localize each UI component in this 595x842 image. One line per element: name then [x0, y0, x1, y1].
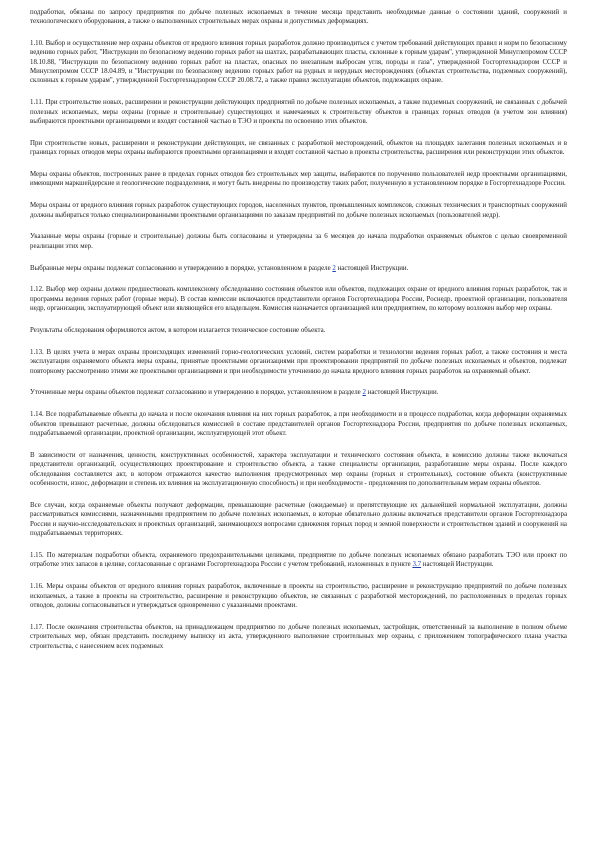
- paragraph-1-13: [30, 348, 567, 376]
- paragraph-existing-objects: [30, 170, 567, 189]
- paragraph-text: 1.17. После окончания строительства объектов, на принадлежащем предприятию по добыче полезных ископаемых, застройщик, ответственный за выполнение в полном объеме строительных мер, обязан представить последнему выписку из акта, утвержденного выполнение строительных мер охраны, с приложением топографического плана участка строительства, с нанесением всех подземных: [30, 623, 567, 650]
- paragraph-text: подработки, обязаны по запросу предприятия по добыче полезных ископаемых в течение месяца представить необходимые данные о состоянии зданий, сооружений и технологического оборудования, а также о выполненных строительных мерах охраны и допустимых деформациях.: [30, 9, 567, 26]
- paragraph-1-11: [30, 98, 567, 126]
- paragraph-text: 1.11. При строительстве новых, расширении и реконструкции действующих предприятий по добыче полезных ископаемых, а также подземных сооружений, не связанных с добычей полезных ископаемых, меры охраны (горные и строительные) существующих и намечаемых к строительству объектов в границах горных отводов (в учетом зон влияния) выбираются проектными организациями и входят составной частью в ТЭО и проекты по освоению этих объектов.: [30, 99, 567, 126]
- paragraph-survey-results: [30, 326, 567, 335]
- paragraph-text: 1.13. В целях учета в мерах охраны происходящих изменений горно-геологических условий, систем разработки и технологии ведения горных работ, а также состояния и места эксплуатации охраняемого объекта меры охраны, принятые проектными организациями при проектировании предприятий по добыче полезных ископаемых и объектов, подлежат повторному рассмотрению этими же проектными организациями и при необходимости уточнению до начала вредного влияния горных разработок на охраняемый объект.: [30, 348, 567, 375]
- clause-3-7-link[interactable]: 3.7: [412, 561, 422, 569]
- paragraph-text: Результаты обследования оформляются актом, в котором излагается техническое состояние объекта.: [30, 327, 326, 335]
- paragraph-new-construction: [30, 139, 567, 158]
- paragraph-refined-measures: [30, 388, 567, 397]
- paragraph-text: 1.15. По материалам подработки объекта, охраняемого предохранительными целиками, предприятие по добыче полезных ископаемых обязано разработать ТЭО или проект по отработке этих запасов в целике, согласованные с органами Госгортехнадзора России с учетом требований, изложенных в пункте: [30, 551, 567, 569]
- paragraph-1-15: [30, 551, 567, 570]
- paragraph-tail: настоящей Инструкции.: [365, 389, 439, 397]
- paragraph-commission-composition: [30, 451, 567, 489]
- paragraph-1-10: [30, 39, 567, 86]
- paragraph-1-14: [30, 410, 567, 438]
- paragraph-1-12: [30, 285, 567, 313]
- paragraph-text: При строительстве новых, расширении и реконструкции действующих, не связанных с разработкой месторождений, объектов на площадях залегания полезных ископаемых и в границах горных отводов меры охраны выбираются проектными организациями и входят составной частью в проекты строительства, расширения или реконструкции этих объектов.: [30, 139, 567, 157]
- paragraph-tail: настоящей Инструкции.: [335, 264, 409, 272]
- paragraph-text: Указанные меры охраны (горные и строительные) должны быть согласованы и утверждены за 6 месяцев до начала подработки охраняемых объектов с целью своевременной реализации этих мер.: [30, 233, 567, 250]
- paragraph-intro: [30, 8, 567, 27]
- paragraph-text: В зависимости от назначения, ценности, конструктивных особенностей, характера эксплуатации и технического состояния объекта, в комиссию должны также включаться представители организаций, осуществляющих проектирование и строительство объекта, а также специалисты организации, разработавшие меры охраны. После каждого обследования составляется акт, в котором отражаются качество выполнения предусмотренных мер охраны (горных и строительных), состояние объекта (конструктивные особенности, износ, деформации и степень их влияния на эксплуатационную способность) и при необходимости - предложения по дополнительным мерам охраны объектов.: [30, 451, 567, 488]
- paragraph-1-17: [30, 623, 567, 651]
- paragraph-cities-protection: [30, 201, 567, 220]
- paragraph-1-16: [30, 582, 567, 610]
- section-2-link[interactable]: 2: [362, 389, 366, 397]
- paragraph-text: Меры охраны от вредного влияния горных разработок существующих городов, населенных пунктов, промышленных комплексов, сложных технических и транспортных сооружений должны выбираться только специализированными проектными организациями по заказам предприятий по добыче полезных ископаемых (пользователей недр).: [30, 202, 567, 219]
- paragraph-text: 1.16. Меры охраны объектов от вредного влияния горных разработок, включенные в проекты на строительство, расширение и реконструкцию предприятий по добыче полезных ископаемых, а также в проекты на строительство, расширение и реконструкцию объектов, не связанных с разработкой месторождений, по расположенных в пределах горных отводов, должны согласовываться и утверждаться одновременно с указанными проектами.: [30, 583, 567, 609]
- paragraph-excess-deformations: [30, 501, 567, 539]
- paragraph-approval-order: [30, 264, 567, 273]
- section-2-link[interactable]: 2: [332, 264, 336, 272]
- paragraph-text: 1.10. Выбор и осуществление мер охраны объектов от вредного влияния горных разработок должно производиться с учетом требований действующих правил и норм по безопасному ведению горных работ, "Инструкции по безопасному ведению горных работ на шахтах, разрабатывающих пласты, склонные к горным ударам", утвержденной Минуглепромом СССР 18.10.88, "Инструкции по безопасному ведению горных работ на пластах, опасных по внезапным выбросам угля, породы и газа", утвержденной Госгортехнадзором СССР и Минуглепромом СССР 18.04.89, и "Инструкции по безопасному ведению горных работ на рудных и нерудных месторождениях (объектах строительства, подземных сооружений), склонных к горным ударам", утвержденной Госгортехнадзором СССР 20.08.72, а также правил эксплуатации объектов, подлежащих охране.: [30, 39, 567, 85]
- paragraph-text: 1.14. Все подрабатываемые объекты до начала и после окончания влияния на них горных разработок, а при необходимости и в процессе подработки, когда деформации охраняемых объектов превышают расчетные, должны обследоваться комиссией в составе представителей органов Госгортехнадзора России, предприятия по добыче полезных ископаемых, подрабатываемой организации, проектной организации, эксплуатирующей этот объект.: [30, 411, 567, 438]
- paragraph-tail: настоящей Инструкции.: [421, 561, 494, 569]
- paragraph-approval-deadline: [30, 232, 567, 251]
- paragraph-text: Уточненные меры охраны объектов подлежат согласованию и утверждению в порядке, установленном в разделе: [30, 389, 363, 397]
- paragraph-text: 1.12. Выбор мер охраны должен предшествовать комплексному обследованию состояния объектов или объектов, подлежащих охране от вредного влияния горных разработок, так и программы ведения горных работ (горные меры). В состав комиссии включаются представители органов Госгортехнадзора России, Роснедр, проектной организации, пользователя недр, организации, эксплуатирующей объект или являющейся его владельцем. Комиссия назначается организацией или предприятием, по которому возложен выбор мер охраны.: [30, 286, 567, 313]
- paragraph-text: Все случаи, когда охраняемые объекты получают деформации, превышающие расчетные (ожидаемые) и препятствующие их дальнейшей нормальной эксплуатации, должны рассматриваться комиссиями, назначенными предприятием по добыче полезных ископаемых, в которые обязательно должны включаться представители органов Госгортехнадзора России и научно-исследовательских и проектных организаций, занимающихся вопросами сдвижения горных пород и земной поверхности и строительством зданий и сооружений на подрабатываемых территориях.: [30, 501, 567, 538]
- paragraph-text: Меры охраны объектов, построенных ранее в пределах горных отводов без строительных мер защиты, выбираются по поручению пользователей недр проектными организациями, имеющими маркшейдерские и геологические подразделения, и могут быть внедрены по производству таких работ, полученную в установленном порядке в Госгортехнадзоре России.: [30, 171, 567, 188]
- paragraph-text: Выбранные меры охраны подлежат согласованию и утверждению в порядке, установленном в разделе: [30, 264, 333, 272]
